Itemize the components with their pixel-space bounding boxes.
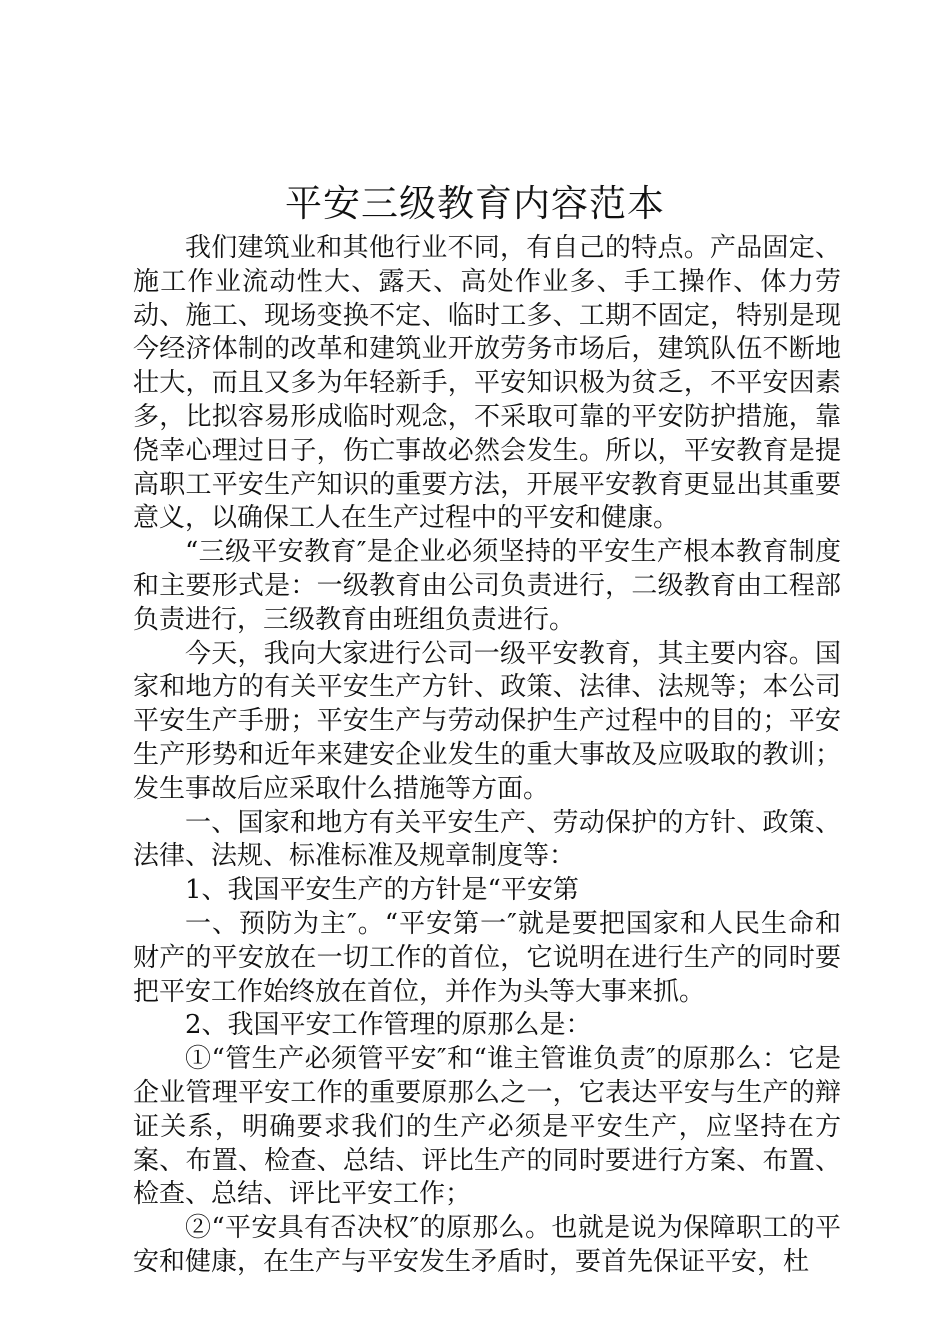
paragraph-principle-1: ①“管生产必须管平安″和“谁主管谁负责″的原那么：它是企业管理平安工作的重要原那么之一，它表达平安与生产的辩证关系，明确要求我们的生产必须是平安生产，应坚持在方案、布置、检查、总结、评比生产的同时要进行方案、布置、检查、总结、评比平安工作； [133,1044,841,1210]
paragraph-safety-first: 一、预防为主″。“平安第一″就是要把国家和人民生命和财产的平安放在一切工作的首位，它说明在进行生产的同时要把平安工作始终放在首位，并作为头等大事来抓。 [133,908,841,1007]
paragraph-section-one: 一、国家和地方有关平安生产、劳动保护的方针、政策、法律、法规、标准标准及规章制度等： [133,807,841,872]
paragraph-item-1: 1、我国平安生产的方针是“平安第 [185,875,579,906]
paragraph-three-level-education: “三级平安教育″是企业必须坚持的平安生产根本教育制度和主要形式是：一级教育由公司负责进行，二级教育由工程部负责进行，三级教育由班组负责进行。 [133,537,841,635]
document-title: 平安三级教育内容范本 [285,182,665,225]
document-body [133,232,841,1280]
paragraph-item-2: 2、我国平安工作管理的原那么是： [185,1010,592,1041]
paragraph-today-content: 今天，我向大家进行公司一级平安教育，其主要内容。国家和地方的有关平安生产方针、政策、法律、法规等；本公司平安生产手册；平安生产与劳动保护生产过程中的目的；平安生产形势和近年来建安企业发生的重大事故及应吸取的教训；发生事故后应采取什么措施等方面。 [133,638,841,804]
paragraph-intro: 我们建筑业和其他行业不同，有自己的特点。产品固定、施工作业流动性大、露天、高处作业多、手工操作、体力劳动、施工、现场变换不定、临时工多、工期不固定，特别是现今经济体制的改革和建筑业开放劳务市场后，建筑队伍不断地壮大，而且又多为年轻新手，平安知识极为贫乏，不平安因素多，比拟容易形成临时观念，不采取可靠的平安防护措施，靠侥幸心理过日子，伤亡事故必然会发生。所以，平安教育是提高职工平安生产知识的重要方法，开展平安教育更显出其重要意义，以确保工人在生产过程中的平安和健康。 [133,233,841,534]
paragraph-principle-2: ②“平安具有否决权″的原那么。也就是说为保障职工的平安和健康，在生产与平安发生矛盾时，要首先保证平安，杜 [133,1213,841,1277]
